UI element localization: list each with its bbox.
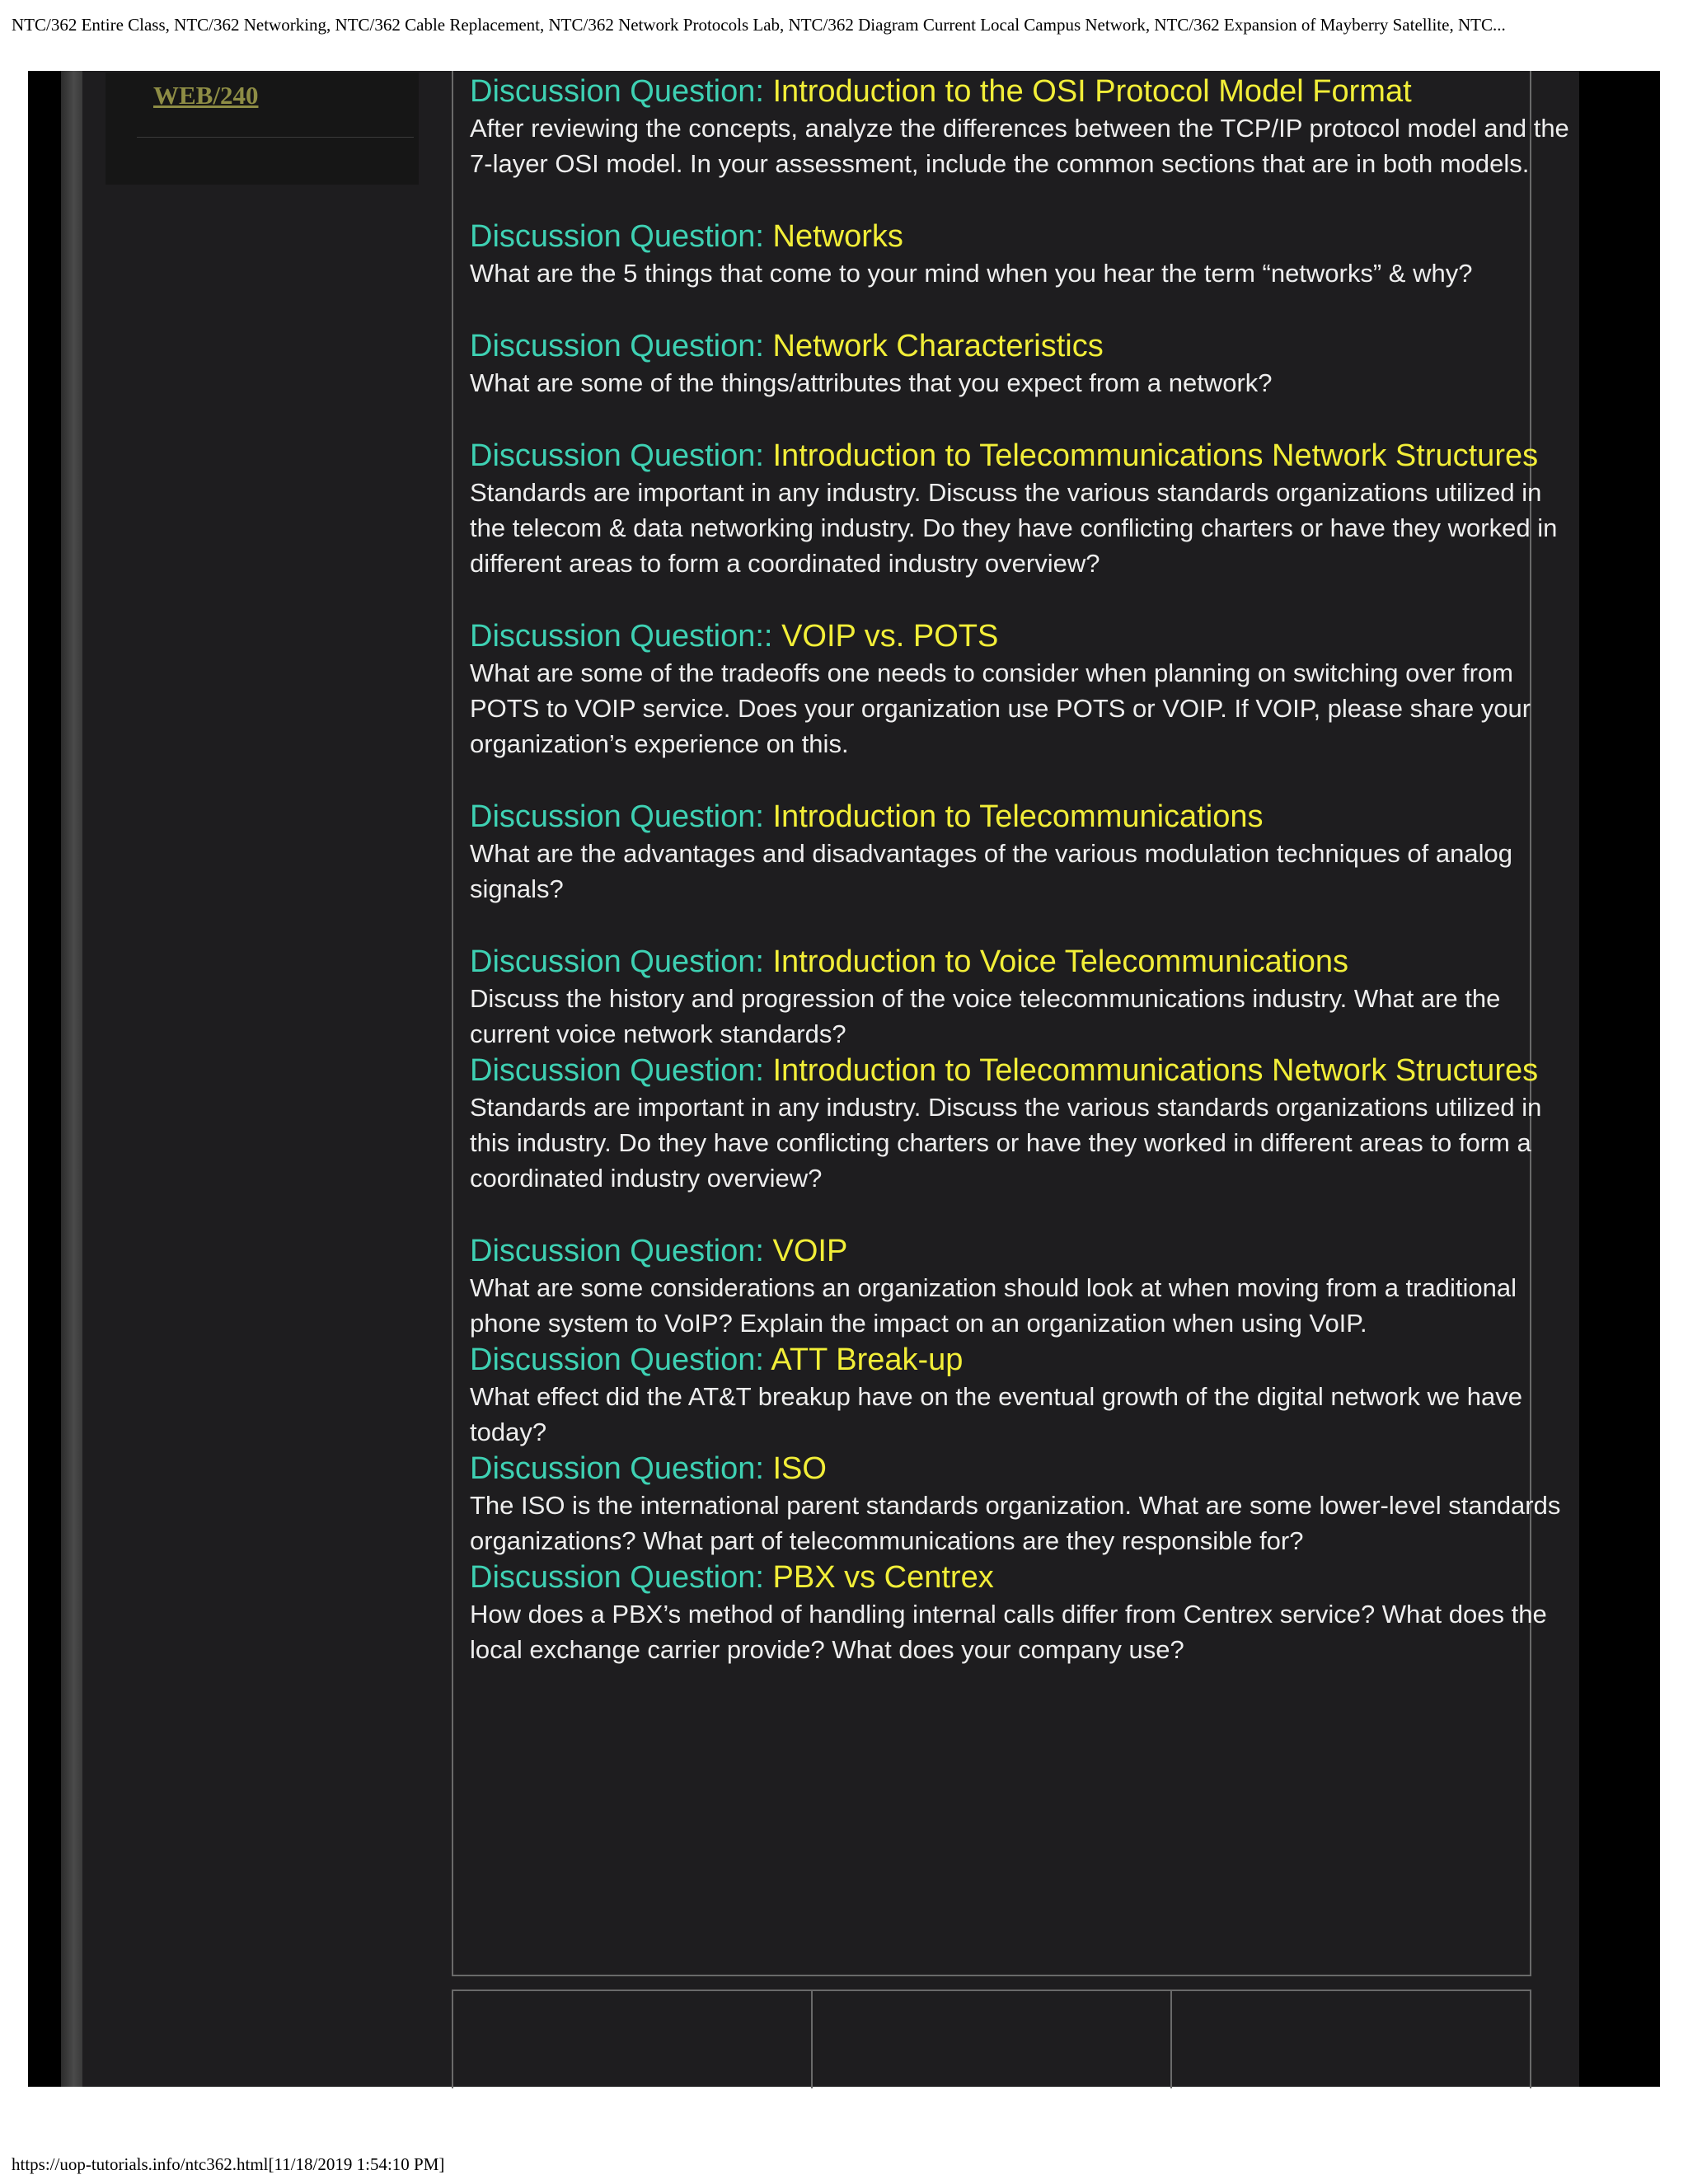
discussion-topic: Introduction to Telecommunications Network Structures xyxy=(772,438,1539,473)
discussion-heading xyxy=(470,943,1578,981)
discussion-prefix: Discussion Question:: xyxy=(470,619,773,654)
discussion-body: Standards are important in any industry. Discuss the various standards organizations utilized in this industry. Do they have conflicting charters or have they worked in different areas to form a coordinated industry overview? xyxy=(470,1093,1542,1193)
discussion-body: What effect did the AT&T breakup have on the eventual growth of the digital network we have today? xyxy=(470,1382,1522,1446)
discussion-topic: Introduction to Telecommunications xyxy=(772,799,1264,834)
discussion-topic: Introduction to Voice Telecommunications xyxy=(772,944,1348,979)
page-body xyxy=(61,71,1579,2087)
page-frame xyxy=(28,71,1660,2087)
discussion-topic: Networks xyxy=(772,219,903,254)
discussion-heading xyxy=(470,1341,1578,1379)
discussion-list xyxy=(470,73,1578,1667)
discussion-prefix: Discussion Question: xyxy=(470,1451,764,1486)
discussion-prefix: Discussion Question: xyxy=(470,219,764,254)
discussion-topic: Introduction to the OSI Protocol Model Format xyxy=(772,74,1412,109)
discussion-heading xyxy=(470,617,1578,655)
print-header: NTC/362 Entire Class, NTC/362 Networking, NTC/362 Cable Replacement, NTC/362 Network Protocols Lab, NTC/362 Diagram Current Local Campus Network, NTC/362 Expansion of Mayberry Satellite, NTC... xyxy=(12,15,1506,35)
discussion-body: Discuss the history and progression of the voice telecommunications industry. What are the current voice network standards? xyxy=(470,984,1501,1048)
discussion-heading xyxy=(470,327,1578,365)
discussion-prefix: Discussion Question: xyxy=(470,329,764,363)
discussion-body: What are some of the things/attributes that you expect from a network? xyxy=(470,368,1273,397)
discussion-body: What are some of the tradeoffs one needs to consider when planning on switching over from POTS to VOIP service. Does your organization use POTS or VOIP. If VOIP, please share your organization’s experience on this. xyxy=(470,658,1531,758)
discussion-item xyxy=(470,437,1578,581)
discussion-prefix: Discussion Question: xyxy=(470,1343,764,1377)
sidebar xyxy=(106,73,419,185)
footer-cell xyxy=(811,1991,1170,2088)
discussion-item xyxy=(470,1558,1578,1667)
discussion-topic: Introduction to Telecommunications Network Structures xyxy=(772,1053,1539,1088)
left-shadow xyxy=(61,71,82,2087)
discussion-topic: ATT Break-up xyxy=(771,1343,964,1377)
discussion-item xyxy=(470,327,1578,401)
discussion-topic: VOIP vs. POTS xyxy=(781,619,999,654)
sidebar-link-web240[interactable]: WEB/240 xyxy=(153,81,259,110)
discussion-heading xyxy=(470,1232,1578,1270)
discussion-topic: Network Characteristics xyxy=(772,329,1104,363)
discussion-item xyxy=(470,1052,1578,1196)
footer-cell xyxy=(452,1991,811,2088)
discussion-heading xyxy=(470,218,1578,255)
discussion-topic: ISO xyxy=(772,1451,827,1486)
discussion-body: What are the advantages and disadvantages of the various modulation techniques of analog signals? xyxy=(470,839,1512,903)
discussion-prefix: Discussion Question: xyxy=(470,1234,764,1268)
discussion-prefix: Discussion Question: xyxy=(470,944,764,979)
discussion-topic: VOIP xyxy=(772,1234,848,1268)
discussion-prefix: Discussion Question: xyxy=(470,1053,764,1088)
discussion-prefix: Discussion Question: xyxy=(470,1560,764,1595)
discussion-heading xyxy=(470,437,1578,475)
discussion-prefix: Discussion Question: xyxy=(470,74,764,109)
discussion-item xyxy=(470,798,1578,907)
discussion-prefix: Discussion Question: xyxy=(470,438,764,473)
discussion-body: How does a PBX’s method of handling internal calls differ from Centrex service? What does the local exchange carrier provide? What does your company use? xyxy=(470,1600,1547,1664)
discussion-body: What are some considerations an organization should look at when moving from a traditional phone system to VoIP? Explain the impact on an organization when using VoIP. xyxy=(470,1273,1517,1338)
discussion-body: What are the 5 things that come to your mind when you hear the term “networks” & why? xyxy=(470,259,1473,288)
sidebar-divider xyxy=(137,137,414,138)
discussion-item xyxy=(470,73,1578,181)
discussion-body: The ISO is the international parent standards organization. What are some lower-level standards organizations? What part of telecommunications are they responsible for? xyxy=(470,1491,1561,1555)
discussion-heading xyxy=(470,73,1578,110)
discussion-heading xyxy=(470,1450,1578,1488)
discussion-heading xyxy=(470,1558,1578,1596)
discussion-heading xyxy=(470,798,1578,836)
discussion-body: After reviewing the concepts, analyze the differences between the TCP/IP protocol model and the 7-layer OSI model. In your assessment, include the common sections that are in both models. xyxy=(470,114,1569,178)
discussion-item xyxy=(470,943,1578,1052)
discussion-item xyxy=(470,1341,1578,1450)
discussion-item xyxy=(470,1450,1578,1558)
print-footer: https://uop-tutorials.info/ntc362.html[11/18/2019 1:54:10 PM] xyxy=(12,2154,445,2174)
discussion-item xyxy=(470,1232,1578,1341)
discussion-item xyxy=(470,617,1578,762)
discussion-prefix: Discussion Question: xyxy=(470,799,764,834)
footer-table xyxy=(452,1990,1531,2087)
discussion-item xyxy=(470,218,1578,291)
discussion-body: Standards are important in any industry. Discuss the various standards organizations utilized in the telecom & data networking industry. Do they have conflicting charters or have they worked in different areas to form a coordinated industry overview? xyxy=(470,478,1558,578)
discussion-heading xyxy=(470,1052,1578,1090)
footer-cell xyxy=(1170,1991,1531,2088)
discussion-topic: PBX vs Centrex xyxy=(772,1560,994,1595)
